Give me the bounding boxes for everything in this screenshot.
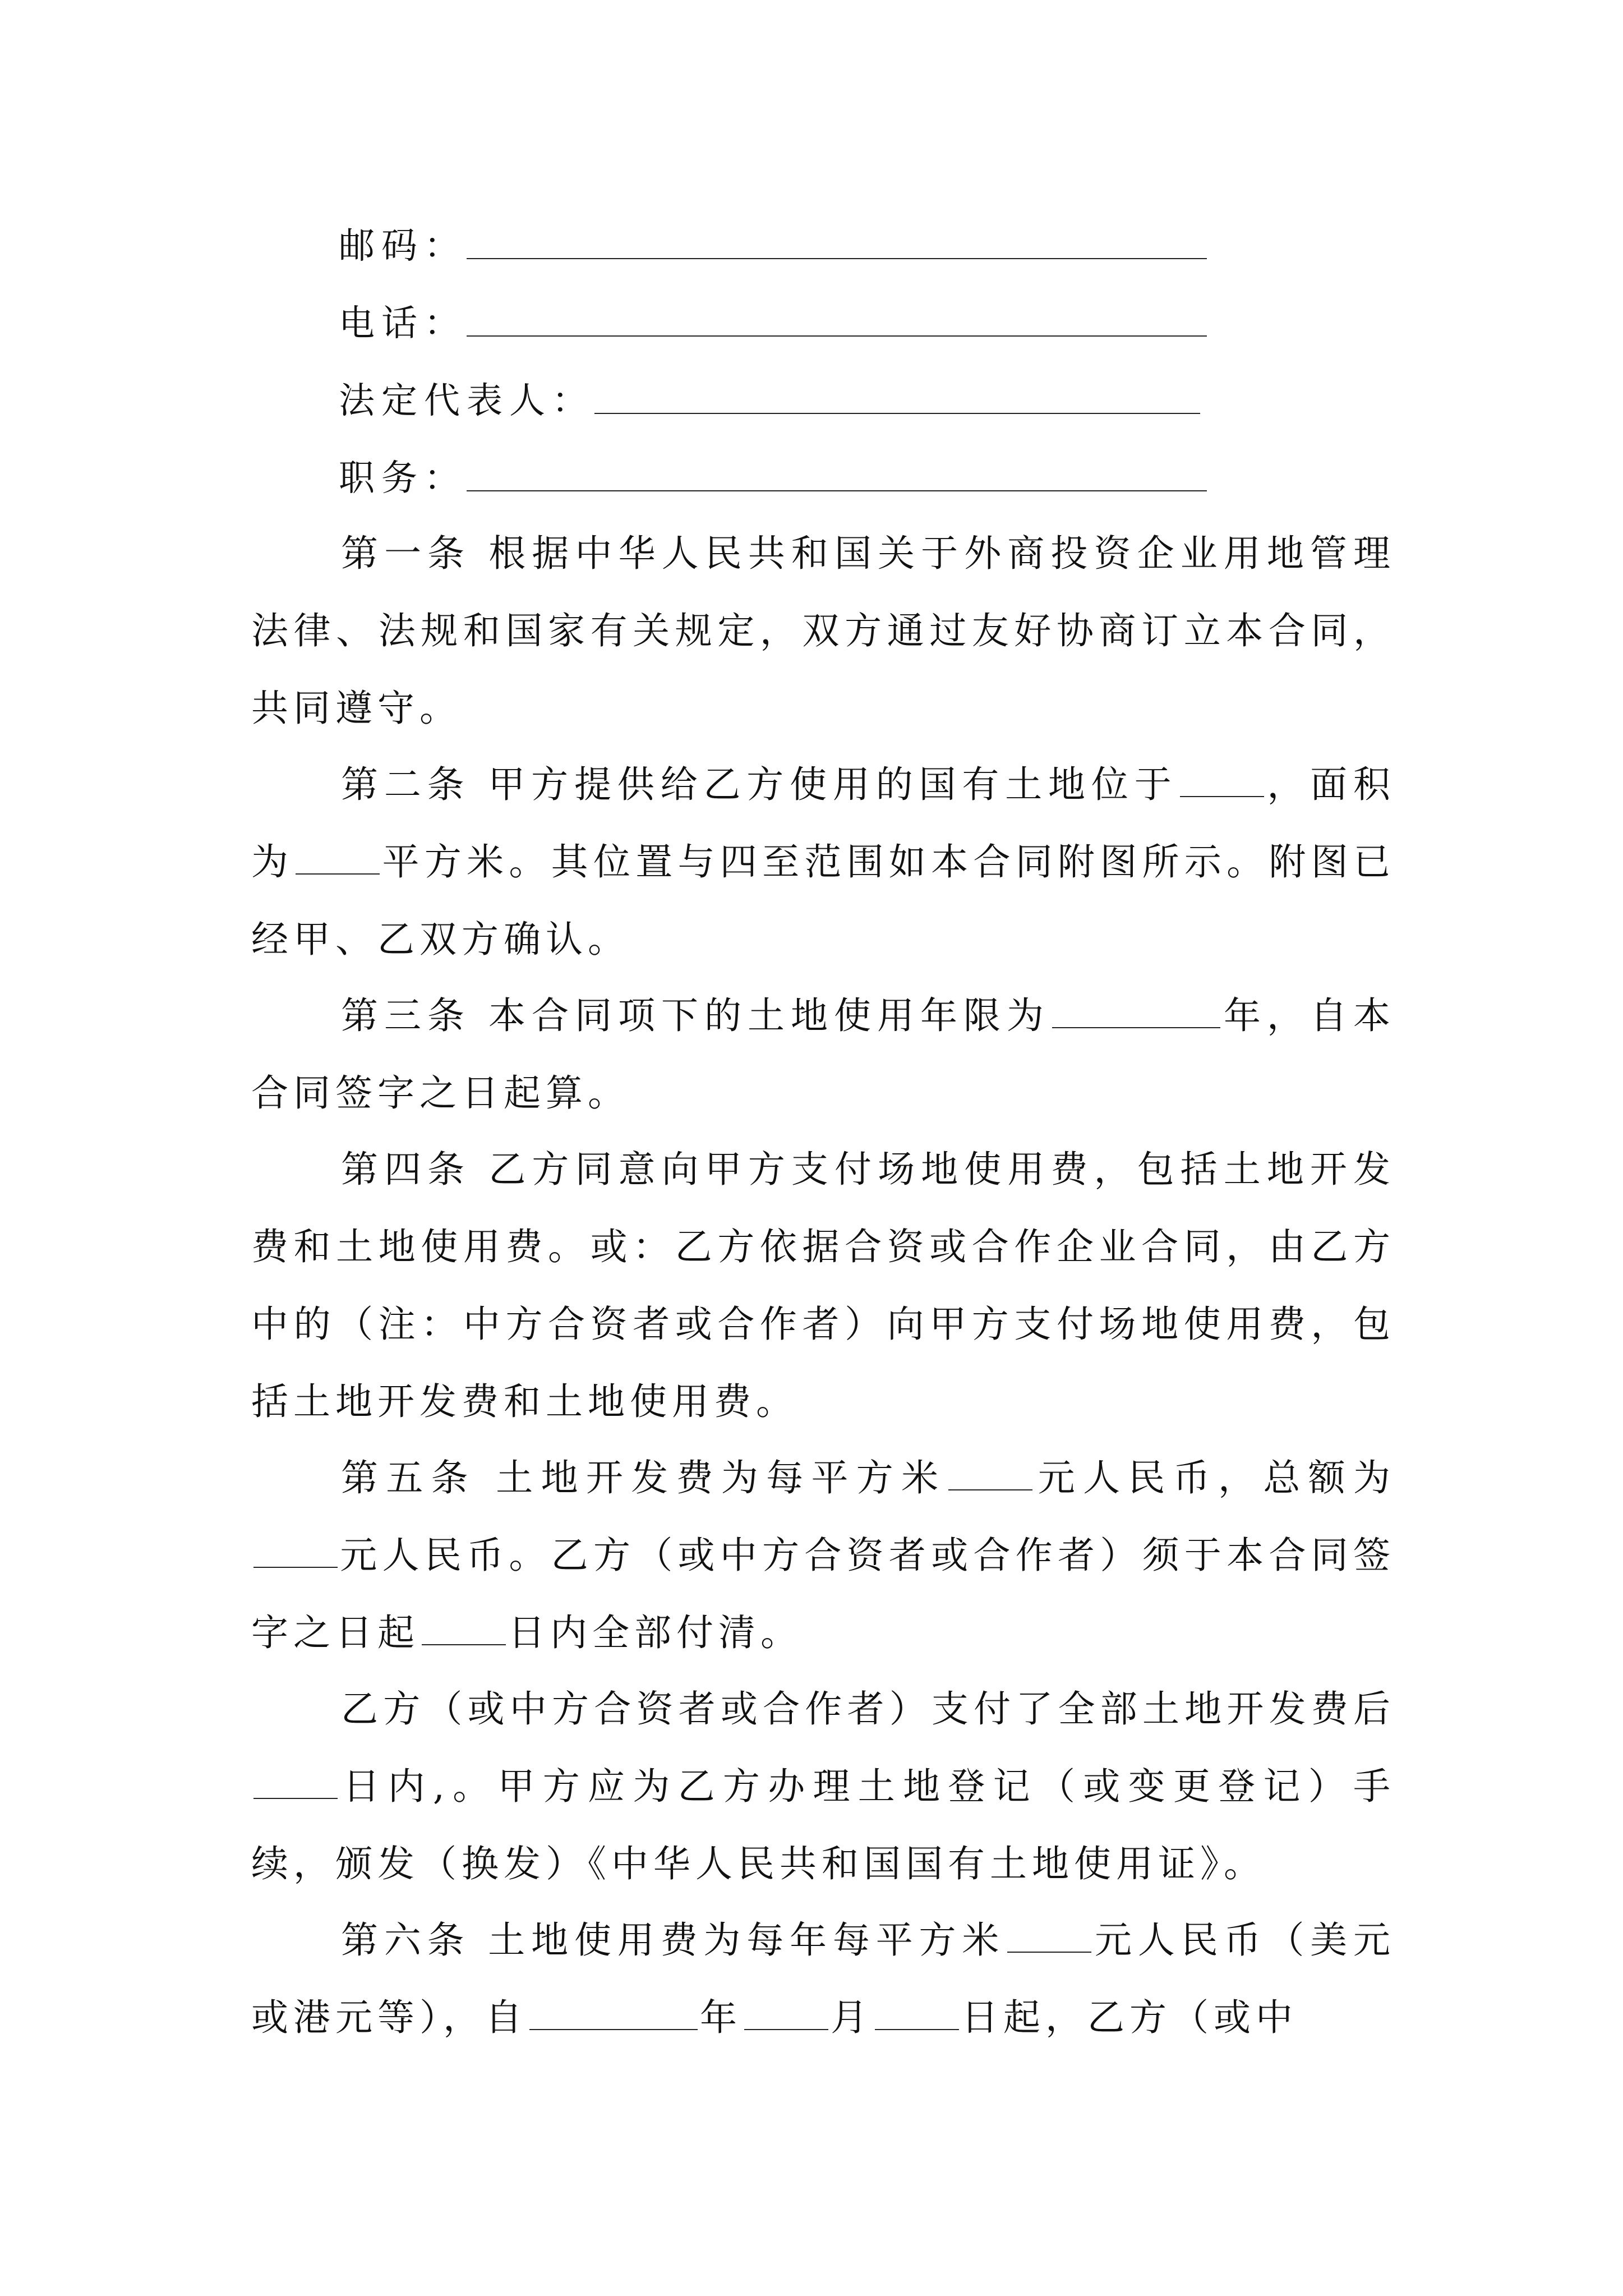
- legal-rep-blank-line: [594, 413, 1200, 414]
- article-2: [251, 746, 1395, 978]
- article-2-text-2: ，面积为: [251, 763, 1395, 884]
- article-1-text: 第一条 根据中华人民共和国关于外商投资企业用地管理法律、法规和国家有关规定，双方通过友好协商订立本合同，共同遵守。: [251, 532, 1395, 730]
- phone-field: [339, 298, 1207, 349]
- land-location-blank: [1180, 762, 1264, 797]
- land-area-blank: [296, 840, 380, 875]
- phone-blank-line: [467, 335, 1207, 337]
- payment-days-blank: [422, 1611, 506, 1645]
- position-blank-line: [467, 490, 1207, 491]
- paragraph-registration: [251, 1671, 1395, 1903]
- registration-days-blank: [253, 1764, 338, 1799]
- article-6-text-2: 元人民币（美元或港元等），自: [251, 1918, 1396, 2039]
- position-field: [339, 453, 1207, 504]
- postcode-field: [339, 221, 1207, 272]
- article-6-text-1: 第六条 土地使用费为每年每平方米: [341, 1918, 1006, 1962]
- article-5-text-4: 日内全部付清。: [508, 1611, 803, 1654]
- registration-text-1: 乙方（或中方合资者或合作者）支付了全部土地开发费后: [341, 1687, 1395, 1731]
- legal-rep-label: 法定代表人：: [339, 380, 594, 422]
- article-3-text-2: 年，自本合同签字之日起算。: [251, 994, 1396, 1115]
- use-fee-blank: [1007, 1918, 1091, 1953]
- postcode-label: 邮码：: [339, 226, 467, 267]
- term-years-blank: [1052, 993, 1220, 1028]
- article-6: [251, 1902, 1395, 2056]
- article-1: [251, 515, 1395, 747]
- article-5-text-1: 第五条 土地开发费为每平方米: [341, 1456, 947, 1499]
- article-3-text-1: 第三条 本合同项下的土地使用年限为: [341, 994, 1050, 1037]
- article-6-text-3: 年: [700, 1996, 742, 2039]
- article-3: [251, 977, 1395, 1132]
- article-6-text-5: 日起，乙方（或中: [961, 1996, 1298, 2039]
- article-5-text-2: 元人民币，总额为: [1035, 1456, 1396, 1499]
- article-2-text-1: 第二条 甲方提供给乙方使用的国有土地位于: [341, 763, 1178, 806]
- article-5: [251, 1439, 1395, 1672]
- dev-fee-per-sqm-blank: [948, 1456, 1032, 1490]
- start-month-blank: [744, 1995, 828, 2030]
- article-4: [251, 1131, 1395, 1441]
- start-year-blank: [529, 1995, 698, 2030]
- postcode-blank-line: [467, 258, 1207, 259]
- dev-fee-total-blank: [253, 1533, 338, 1568]
- legal-rep-field: [339, 376, 1200, 426]
- registration-text-2: 日内,。甲方应为乙方办理土地登记（或变更登记）手续，颁发（换发）《中华人民共和国国有土地使用证》。: [251, 1765, 1395, 1885]
- article-4-text: 第四条 乙方同意向甲方支付场地使用费，包括土地开发费和土地使用费。或：乙方依据合资或合作企业合同，由乙方中的（注：中方合资者或合作者）向甲方支付场地使用费，包括土地开发费和土地使用费。: [251, 1148, 1395, 1423]
- article-5-text-3: 元人民币。乙方（或中方合资者或合作者）须于本合同签字之日起: [251, 1534, 1395, 1654]
- position-label: 职务：: [339, 458, 467, 499]
- article-6-text-4: 月: [831, 1996, 873, 2039]
- start-day-blank: [875, 1995, 959, 2030]
- phone-label: 电话：: [339, 303, 467, 344]
- article-2-text-3: 平方米。其位置与四至范围如本合同附图所示。附图已经甲、乙双方确认。: [251, 840, 1396, 961]
